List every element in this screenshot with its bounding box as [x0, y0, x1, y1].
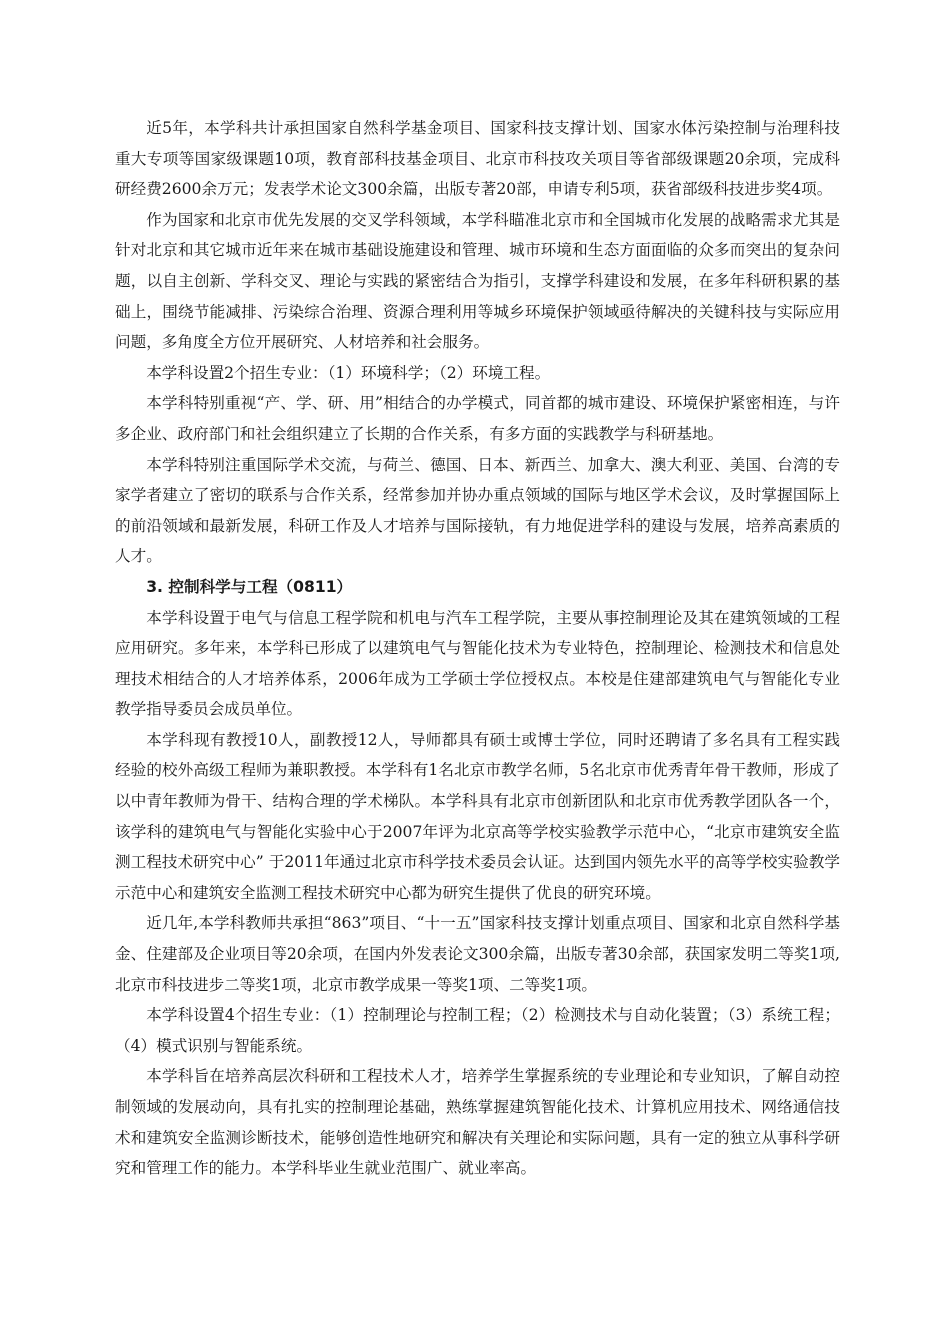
control-paragraph-overview: 本学科设置于电气与信息工程学院和机电与汽车工程学院，主要从事控制理论及其在建筑领域的工程应用研究。多年来，本学科已形成了以建筑电气与智能化技术为专业特色，控制理论、检测技术和信息处理技术相结合的人才培养体系，2006年成为工学硕士学位授权点。本校是住建部建筑电气与智能化专业教学指导委员会成员单位。 — [115, 608, 840, 719]
page-content — [115, 113, 840, 1184]
control-paragraph-goals: 本学科旨在培养高层次科研和工程技术人才，培养学生掌握系统的专业理论和专业知识，了解自动控制领域的发展动向，具有扎实的控制理论基础，熟练掌握建筑智能化技术、计算机应用技术、网络通信技术和建筑安全监测诊断技术，能够创造性地研究和解决有关理论和实际问题，具有一定的独立从事科学研究和管理工作的能力。本学科毕业生就业范围广、就业率高。 — [115, 1067, 840, 1178]
env-paragraph-international: 本学科特别注重国际学术交流，与荷兰、德国、日本、新西兰、加拿大、澳大利亚、美国、台湾的专家学者建立了密切的联系与合作关系，经常参加并协办重点领域的国际与地区学术会议，及时掌握国际上的前沿领域和最新发展，科研工作及人才培养与国际接轨，有力地促进学科的建设与发展，培养高素质的人才。 — [115, 455, 840, 566]
env-paragraph-research-output: 近5年，本学科共计承担国家自然科学基金项目、国家科技支撑计划、国家水体污染控制与治理科技重大专项等国家级课题10项，教育部科技基金项目、北京市科技攻关项目等省部级课题20余项，完成科研经费2600余万元；发表学术论文300余篇，出版专著20部，申请专利5项，获省部级科技进步奖4项。 — [115, 119, 840, 199]
env-paragraph-strategy: 作为国家和北京市优先发展的交叉学科领域，本学科瞄准北京市和全国城市化发展的战略需求尤其是针对北京和其它城市近年来在城市基础设施建设和管理、城市环境和生态方面面临的众多而突出的复杂问题，以自主创新、学科交叉、理论与实践的紧密结合为指引，支撑学科建设和发展，在多年科研积累的基础上，围绕节能减排、污染综合治理、资源合理利用等城乡环境保护领域亟待解决的关键科技与实际应用问题，多角度全方位开展研究、人材培养和社会服务。 — [115, 210, 840, 352]
control-paragraph-research-output: 近几年,本学科教师共承担“863”项目、“十一五”国家科技支撑计划重点项目、国家和北京自然科学基金、住建部及企业项目等20余项，在国内外发表论文300余篇，出版专著30余部，获国家发明二等奖1项,北京市科技进步二等奖1项，北京市教学成果一等奖1项、二等奖1项。 — [115, 914, 840, 994]
env-paragraph-cooperation: 本学科特别重视“产、学、研、用”相结合的办学模式，同首都的城市建设、环境保护紧密相连，与许多企业、政府部门和社会组织建立了长期的合作关系，有多方面的实践教学与科研基地。 — [115, 394, 840, 443]
control-section-heading: 3. 控制科学与工程（0811） — [146, 577, 353, 596]
control-paragraph-majors: 本学科设置4个招生专业：（1）控制理论与控制工程；（2）检测技术与自动化装置；（3）系统工程；（4）模式识别与智能系统。 — [115, 1006, 840, 1055]
control-paragraph-faculty: 本学科现有教授10人，副教授12人，导师都具有硕士或博士学位，同时还聘请了多名具有工程实践经验的校外高级工程师为兼职教授。本学科有1名北京市教学名师，5名北京市优秀青年骨干教师，形成了以中青年教师为骨干、结构合理的学术梯队。本学科具有北京市创新团队和北京市优秀教学团队各一个，该学科的建筑电气与智能化实验中心于2007年评为北京高等学校实验教学示范中心，“北京市建筑安全监测工程技术研究中心” 于2011年通过北京市科学技术委员会认证。达到国内领先水平的高等学校实验教学示范中心和建筑安全监测工程技术研究中心都为研究生提供了优良的研究环境。 — [115, 730, 840, 902]
env-paragraph-majors: 本学科设置2个招生专业：（1）环境科学；（2）环境工程。 — [146, 363, 551, 382]
